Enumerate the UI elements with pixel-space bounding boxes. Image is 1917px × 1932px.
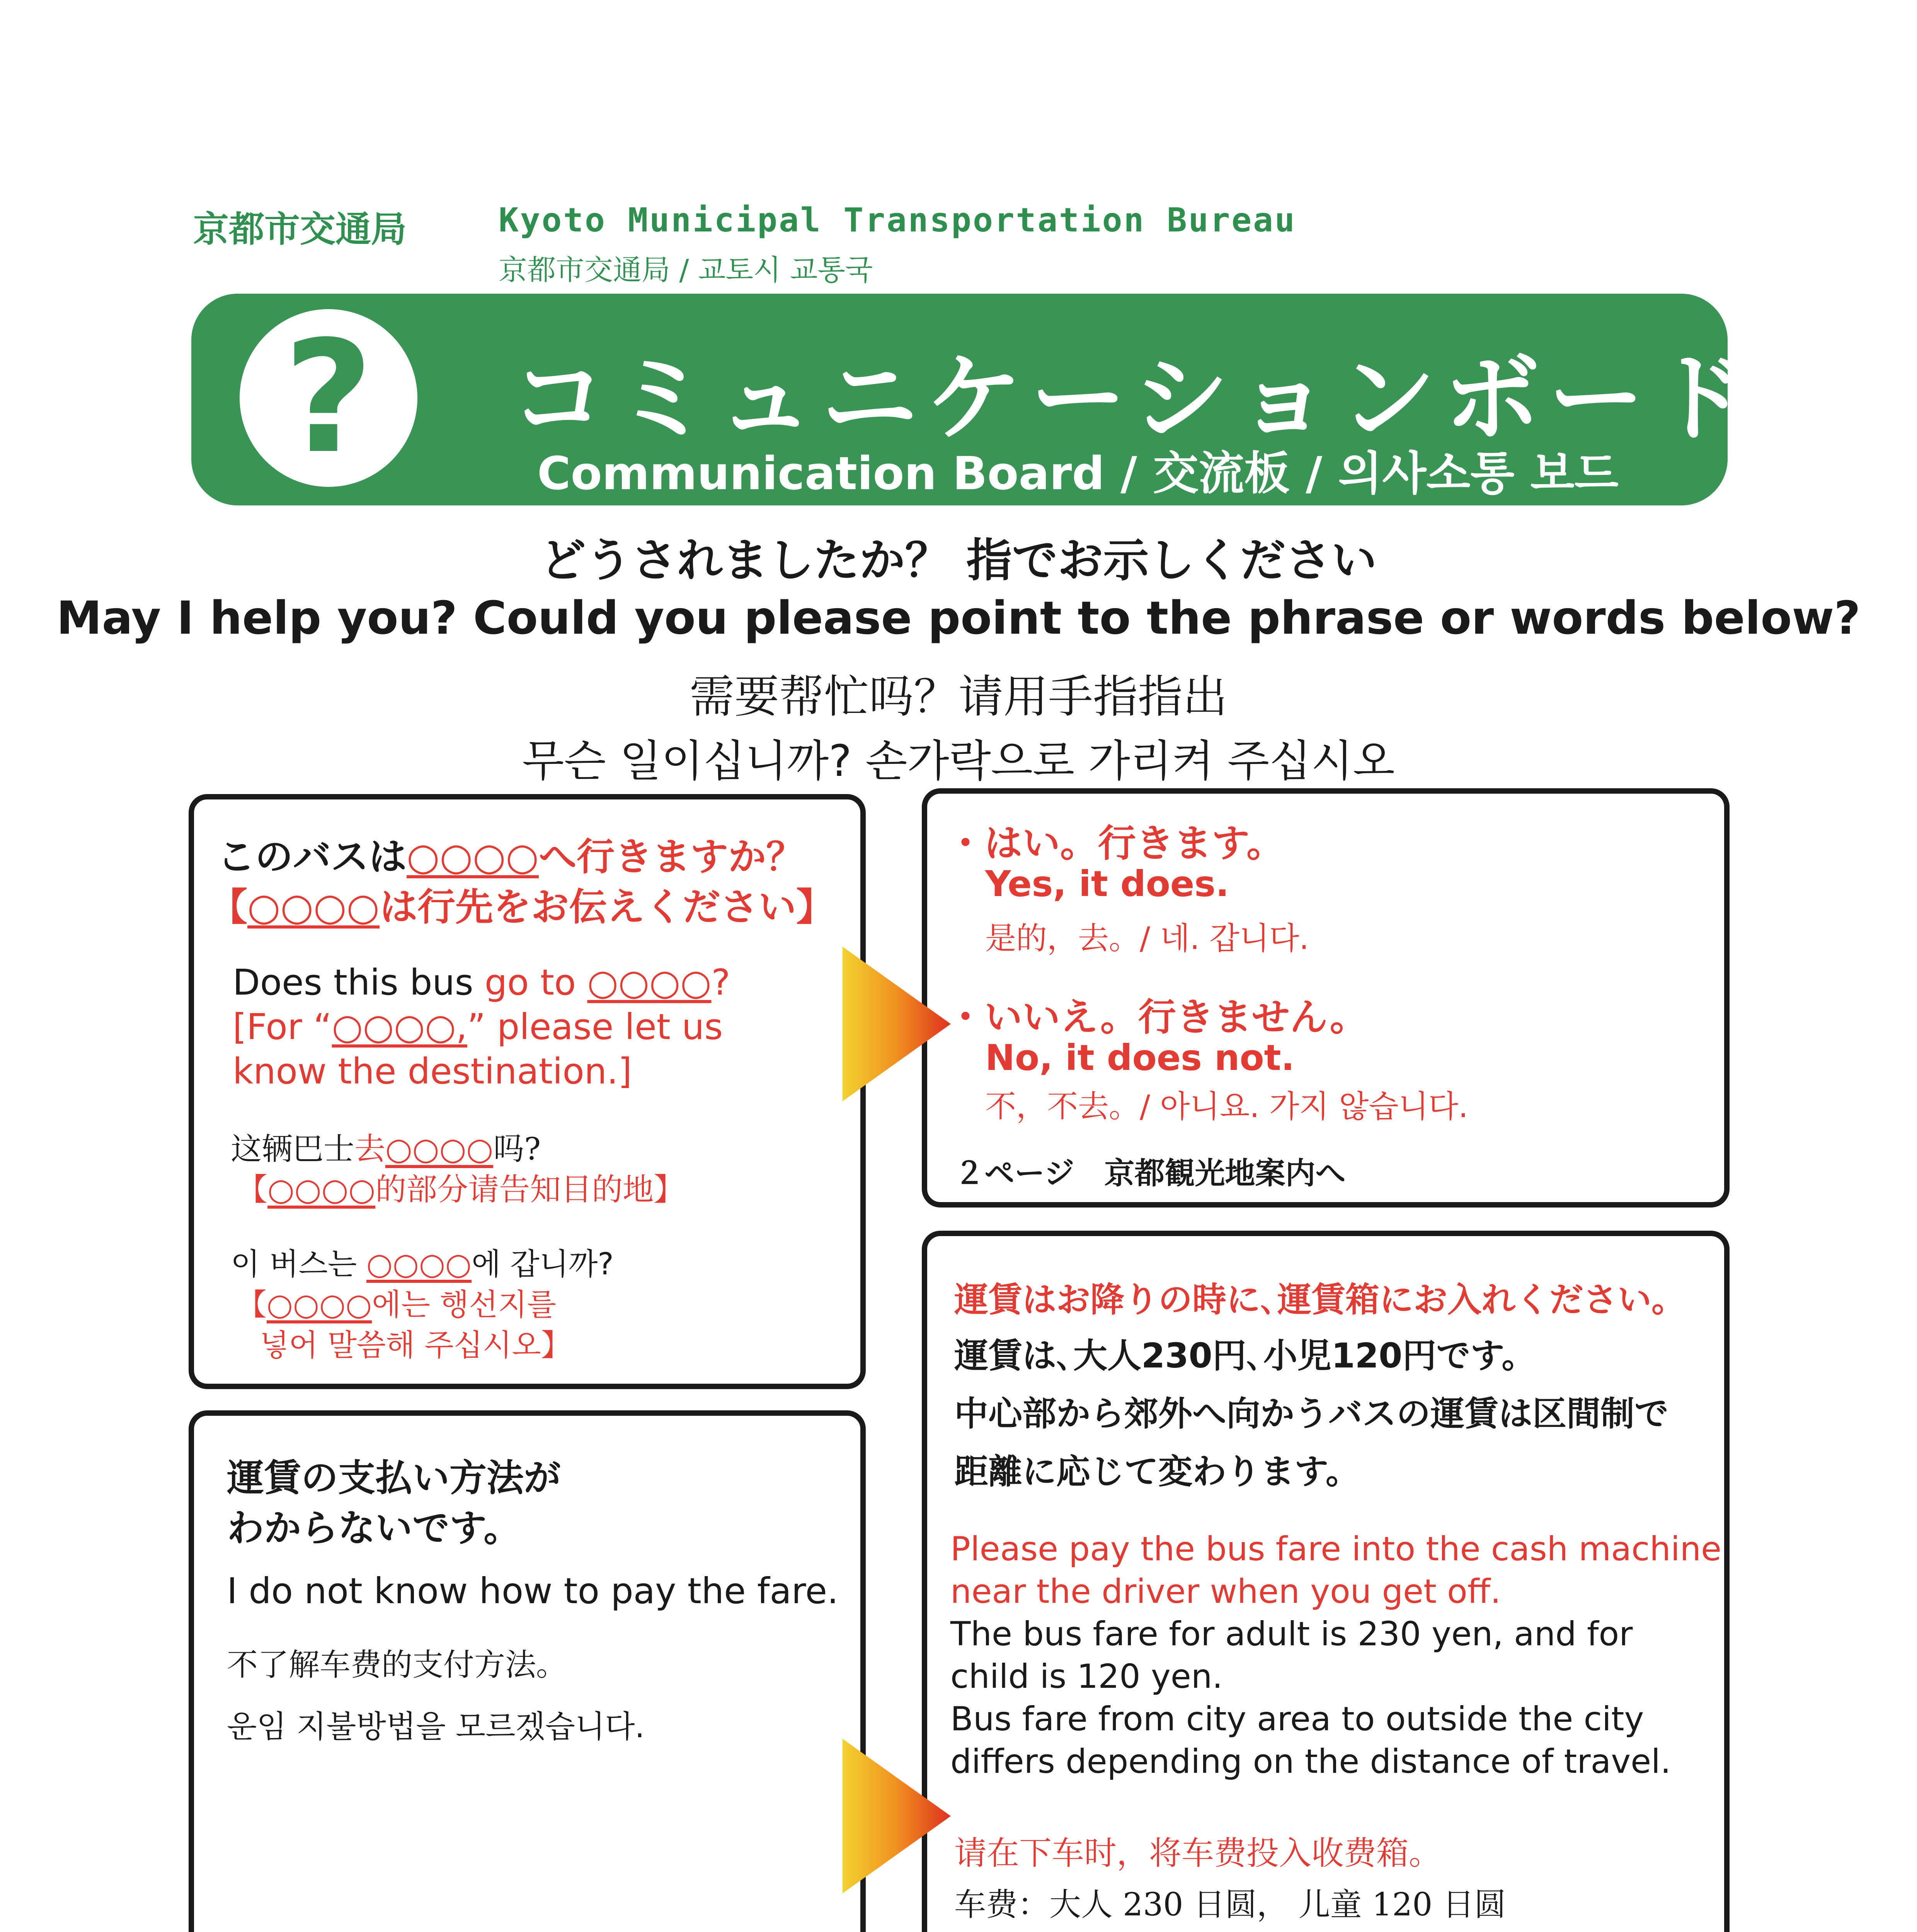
page-title: コミュニケーションボード (510, 342, 1757, 455)
question-zh: 这辆巴士去○○○○吗? (231, 1131, 541, 1167)
prompt-jp: どうされましたか？ 指でお示しください (540, 534, 1377, 587)
fare-answer-en-1: The bus fare for adult is 230 yen, and for (950, 1615, 1633, 1653)
answer-yes-jp: ・はい。行きます。 (947, 821, 1285, 866)
question-mark-icon: ? (240, 309, 417, 487)
fare-answer-box[interactable] (922, 1231, 1730, 1932)
question-ko: 이 버스는 ○○○○에 갑니까? (231, 1247, 614, 1282)
org-name-en: Kyoto Municipal Transportation Bureau (499, 201, 1296, 240)
arrow-right-icon (839, 1735, 955, 1897)
question-zh-note: 【○○○○的部分请告知目的地】 (237, 1172, 685, 1208)
question-en: Does this bus go to ○○○○? (233, 962, 730, 1003)
answer-yes-zh-ko: 是的，去。/ 네. 갑니다. (985, 920, 1309, 956)
page-subtitle: Communication Board / 交流板 / 의사소통 보드 (537, 447, 1619, 500)
fare-answer-en-2: child is 120 yen. (950, 1657, 1223, 1696)
prompt-en: May I help you? Could you please point to the phrase or words below? (56, 591, 1861, 645)
answer-no-zh-ko: 不，不去。/ 아니요. 가지 않습니다. (985, 1088, 1468, 1124)
fare-answer-jp-3: 距離に応じて変わります。 (954, 1452, 1360, 1492)
fare-question-jp-2: わからないです。 (227, 1507, 521, 1550)
question-jp: このバスは○○○○へ行きますか？ (217, 835, 804, 879)
fare-answer-jp-red: 運賃はお降りの時に､運賃箱にお入れください。 (954, 1280, 1686, 1320)
prompt-ko: 무슨 일이십니까? 손가락으로 가리켜 주십시오 (522, 736, 1395, 786)
fare-answer-en-red-1: Please pay the bus fare into the cash machine (950, 1530, 1722, 1568)
answer-no-en: No, it does not. (985, 1037, 1295, 1078)
fare-question-box[interactable] (189, 1410, 866, 1932)
org-name-sub: 京都市交通局 / 교토시 교통국 (499, 253, 873, 287)
question-bus-destination-box[interactable] (189, 794, 866, 1389)
fare-answer-en-red-2: near the driver when you get off. (950, 1572, 1501, 1611)
question-ko-note-1: 【○○○○에는 행선지를 (237, 1287, 557, 1322)
fare-answer-jp-2: 中心部から郊外へ向かうバスの運賃は区間制で (954, 1394, 1669, 1434)
answer-yes-en: Yes, it does. (985, 863, 1229, 905)
fare-answer-zh-2 (954, 1928, 1588, 1932)
question-en-note-2: know the destination.] (233, 1051, 632, 1092)
org-name-jp: 京都市交通局 (193, 209, 407, 250)
fare-answer-en-4: differs depending on the distance of travel. (950, 1742, 1671, 1781)
question-jp-note: 【○○○○は行先をお伝えください】 (209, 885, 834, 929)
question-ko-note-2: 넣어 말씀해 주십시오】 (260, 1328, 571, 1363)
prompt-zh: 需要帮忙吗？请用手指指出 (690, 671, 1227, 723)
fare-question-jp-1: 運賃の支払い方法が (227, 1456, 561, 1500)
fare-answer-en-3: Bus fare from city area to outside the city (950, 1700, 1644, 1738)
question-en-note-1: [For “○○○○,” please let us (233, 1006, 723, 1048)
answer-yes-no-box[interactable] (922, 788, 1730, 1208)
fare-question-zh: 不了解车费的支付方法。 (227, 1647, 567, 1683)
fare-question-ko: 운임 지불방법을 모르겠습니다. (227, 1709, 645, 1745)
fare-answer-zh-1: 车费：大人 230 日圆， 儿童 120 日圆 (954, 1886, 1506, 1923)
fare-answer-zh-red: 请在下车时，将车费投入收费箱。 (954, 1834, 1442, 1872)
fare-answer-jp-1: 運賃は､大人230円､小児120円です。 (954, 1336, 1536, 1376)
answer-no-jp: ・いいえ。行きません。 (947, 995, 1368, 1039)
page-link-sightseeing[interactable]: ２ページ 京都観光地案内へ (954, 1156, 1346, 1191)
arrow-right-icon (839, 943, 955, 1105)
fare-question-en: I do not know how to pay the fare. (227, 1570, 839, 1612)
